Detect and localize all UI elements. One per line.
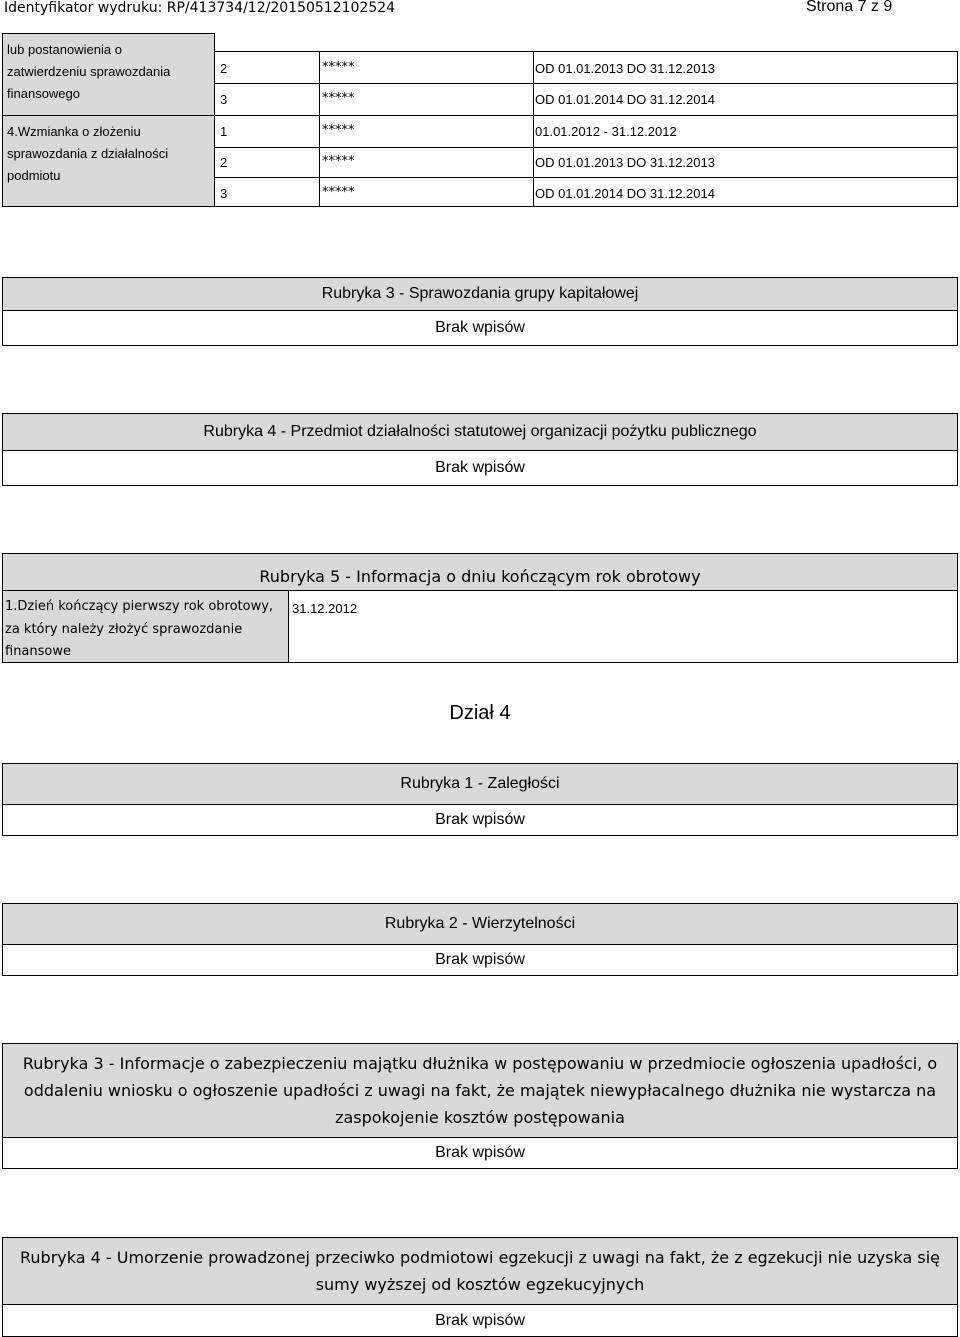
rubryka5-value-cell — [288, 590, 958, 663]
rubryka4-title-line: sumy wyższej od kosztów egzekucyjnych — [315, 1275, 645, 1294]
dzial4-title: Dział 4 — [449, 702, 511, 724]
rubryka4-title: Rubryka 4 - Przedmiot działalności statutowej organizacji pożytku publicznego — [2, 413, 958, 451]
table-row — [214, 177, 958, 207]
section3-label-cell — [2, 33, 215, 116]
print-identifier: Identyfikator wydruku: RP/413734/12/20150512102524 — [4, 0, 396, 16]
row-number: 3 — [220, 92, 228, 107]
rubryka5-title: Rubryka 5 - Informacja o dniu kończącym rok obrotowy — [2, 553, 958, 591]
rubryka3-title-line: zaspokojenie kosztów postępowania — [335, 1108, 625, 1127]
row-number: 3 — [220, 186, 228, 201]
rubryka5-value: 31.12.2012 — [292, 601, 358, 616]
dzial4-rubryka2-title: Rubryka 2 - Wierzytelności — [2, 903, 958, 945]
rubryka5-label-line: 1.Dzień kończący pierwszy rok obrotowy, — [5, 599, 274, 614]
table-row — [214, 83, 958, 116]
rubryka3-title-line: Rubryka 3 - Informacje o zabezpieczeniu majątku dłużnika w postępowaniu w przedmiocie ogłoszenia upadłości, o — [22, 1054, 938, 1073]
rubryka3-title-line: oddaleniu wniosku o ogłoszenie upadłości z uwagi na fakt, że majątek niewypłacalnego dłużnika nie wystarcza na — [23, 1081, 937, 1100]
row-masked-value: ***** — [322, 91, 355, 106]
section3-label-line: lub postanowienia o — [7, 42, 122, 57]
row-masked-value: ***** — [322, 154, 355, 169]
dzial4-rubryka1-content: Brak wpisów — [2, 804, 958, 836]
dzial4-rubryka2-content: Brak wpisów — [2, 944, 958, 976]
table-row — [214, 51, 958, 84]
page-number: Strona 7 z 9 — [806, 0, 893, 15]
rubryka5-label-line: finansowe — [5, 644, 71, 659]
column-divider — [533, 115, 534, 207]
row-number: 1 — [220, 124, 228, 139]
column-divider — [319, 115, 320, 207]
table-row — [214, 147, 958, 178]
dzial4-rubryka1-title: Rubryka 1 - Zaległości — [2, 763, 958, 805]
row-number: 2 — [220, 155, 228, 170]
rubryka3-title: Rubryka 3 - Sprawozdania grupy kapitałowej — [2, 277, 958, 311]
rubryka5-label-line: za który należy złożyć sprawozdanie — [5, 622, 243, 637]
dzial4-rubryka4-content: Brak wpisów — [2, 1304, 958, 1337]
row-period: OD 01.01.2013 DO 31.12.2013 — [535, 155, 715, 170]
dzial4-rubryka4-title — [2, 1237, 958, 1305]
section3-label-line: finansowego — [7, 86, 80, 101]
row-period: OD 01.01.2014 DO 31.12.2014 — [535, 92, 715, 107]
rubryka4-title-line: Rubryka 4 - Umorzenie prowadzonej przeciwko podmiotowi egzekucji z uwagi na fakt, że z egzekucji nie uzyska się — [20, 1248, 940, 1267]
row-period: OD 01.01.2013 DO 31.12.2013 — [535, 61, 715, 76]
section4-label-cell — [2, 115, 215, 207]
dzial4-rubryka3-content: Brak wpisów — [2, 1137, 958, 1169]
row-period: OD 01.01.2014 DO 31.12.2014 — [535, 186, 715, 201]
row-number: 2 — [220, 61, 228, 76]
row-period: 01.01.2012 - 31.12.2012 — [535, 124, 677, 139]
row-masked-value: ***** — [322, 185, 355, 200]
rubryka4-content: Brak wpisów — [2, 450, 958, 486]
section4-label-line: 4.Wzmianka o złożeniu — [7, 124, 141, 139]
row-masked-value: ***** — [322, 60, 355, 75]
row-masked-value: ***** — [322, 123, 355, 138]
section4-label-line: sprawozdania z działalności — [7, 146, 169, 161]
section3-label-line: zatwierdzeniu sprawozdania — [7, 64, 171, 79]
section4-label-line: podmiotu — [7, 168, 61, 183]
table-row — [214, 115, 958, 148]
rubryka5-label-cell — [2, 590, 289, 663]
rubryka3-content: Brak wpisów — [2, 310, 958, 346]
dzial4-rubryka3-title — [2, 1043, 958, 1138]
